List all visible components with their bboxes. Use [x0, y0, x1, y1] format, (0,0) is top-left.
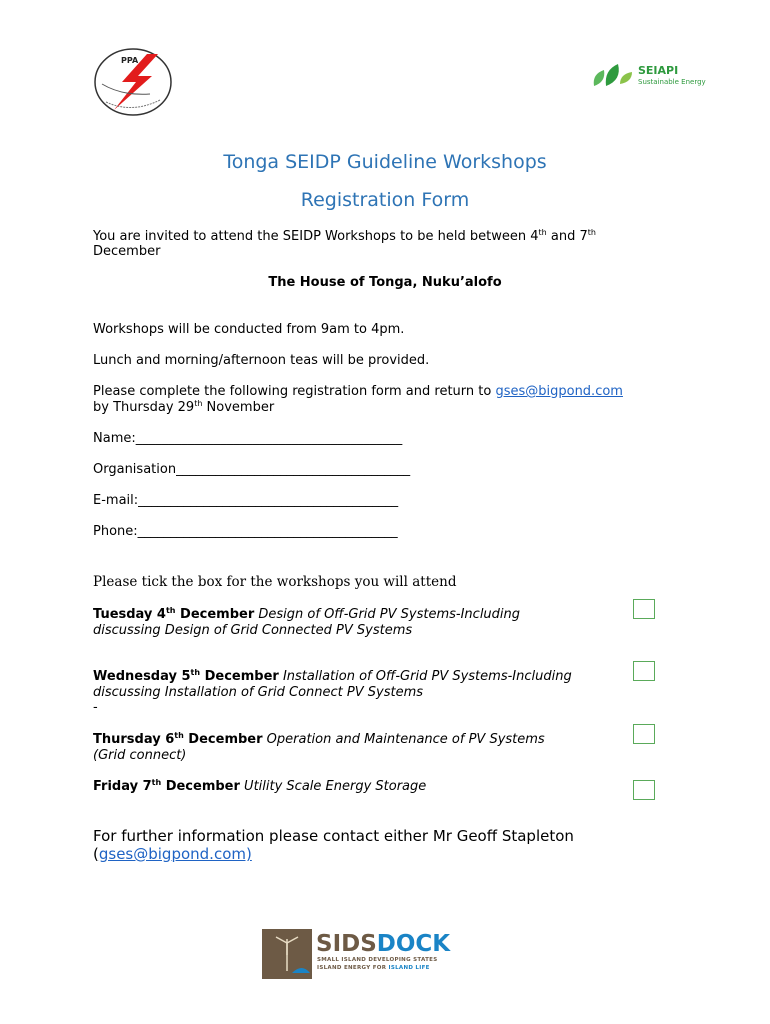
workshop-wednesday-line2: [93, 685, 423, 701]
workshop-thursday-day: Thursday 6: [93, 732, 175, 747]
intro-sup2: th: [587, 228, 596, 237]
page-subtitle: Registration Form: [300, 189, 470, 211]
deadline-text-b: November: [202, 400, 275, 415]
organisation-label: Organisation: [93, 462, 177, 477]
ppa-logo-text: PPA: [121, 56, 139, 65]
intro-text-b: and 7: [546, 229, 588, 244]
sidsdock-wordmark: [316, 931, 450, 957]
intro-line2: December: [93, 244, 161, 259]
workshop-thursday-desc2: (Grid connect): [93, 748, 187, 763]
organisation-line[interactable]: ____________________________________: [176, 462, 411, 477]
seiapi-name: SEIAPI: [638, 64, 679, 77]
workshop-tuesday-line1: [93, 607, 520, 623]
workshop-thursday-sup: th: [174, 731, 184, 740]
intro-line1: [93, 229, 596, 245]
checkbox-friday[interactable]: [633, 780, 655, 800]
workshop-tuesday-month: December: [175, 607, 255, 622]
tick-instruction: Please tick the box for the workshops you will attend: [93, 574, 457, 590]
email-field[interactable]: [93, 493, 398, 509]
name-field[interactable]: [93, 431, 402, 447]
workshop-thursday-month: December: [183, 732, 263, 747]
return-text: Please complete the following registration form and return to: [93, 384, 496, 399]
lunch-info: Lunch and morning/afternoon teas will be provided.: [93, 353, 430, 368]
phone-field[interactable]: [93, 524, 398, 540]
sidsdock-line1: SMALL ISLAND DEVELOPING STATES: [317, 957, 438, 963]
checkbox-wednesday[interactable]: [633, 661, 655, 681]
contact-email-link[interactable]: gses@bigpond.com): [98, 845, 252, 863]
workshop-tuesday-line2: [93, 623, 412, 639]
workshop-tuesday-desc1: Design of Off-Grid PV Systems-Including: [254, 607, 521, 622]
workshop-friday-day: Friday 7: [93, 779, 152, 794]
seiapi-tagline: Sustainable Energy: [638, 78, 706, 86]
workshop-tuesday-desc2: discussing Design of Grid Connected PV Systems: [93, 623, 413, 638]
contact-open-paren: (: [93, 845, 99, 863]
email-line[interactable]: ________________________________________: [138, 493, 399, 508]
workshop-wednesday-line1: [93, 669, 572, 685]
workshop-hours: Workshops will be conducted from 9am to 4pm.: [93, 322, 405, 337]
sidsdock-logo: [262, 929, 451, 979]
contact-line1: For further information please contact either Mr Geoff Stapleton: [93, 827, 574, 845]
venue: The House of Tonga, Nuku’alofo: [268, 275, 502, 290]
workshop-friday-line1: [93, 779, 426, 795]
return-email-link[interactable]: gses@bigpond.com: [495, 384, 623, 399]
sidsdock-line2a: ISLAND ENERGY FOR: [317, 965, 389, 971]
workshop-wednesday-month: December: [200, 669, 279, 684]
intro-sup1: th: [538, 228, 547, 237]
workshop-wednesday-desc2: discussing Installation of Grid Connect PV Systems: [93, 685, 424, 700]
workshop-friday-desc1: Utility Scale Energy Storage: [239, 779, 427, 794]
intro-text-a: You are invited to attend the SEIDP Workshops to be held between 4: [93, 229, 539, 244]
workshop-wednesday-day: Wednesday 5: [93, 669, 191, 684]
name-line[interactable]: _________________________________________: [135, 431, 403, 446]
email-label: E-mail:: [93, 493, 139, 508]
workshop-friday-sup: th: [151, 778, 162, 787]
page-title: Tonga SEIDP Guideline Workshops: [223, 151, 547, 173]
sidsdock-sids: SIDS: [316, 931, 377, 957]
workshop-wednesday-line3: -: [93, 700, 98, 715]
name-label: Name:: [93, 431, 136, 446]
workshop-tuesday-sup: th: [165, 606, 176, 615]
sidsdock-dock: DOCK: [376, 931, 451, 957]
contact-line2: [93, 845, 252, 863]
return-instruction: [93, 384, 623, 400]
workshop-thursday-line2: [93, 748, 186, 764]
workshop-thursday-line1: [93, 732, 545, 748]
checkbox-tuesday[interactable]: [633, 599, 655, 619]
workshop-wednesday-sup: th: [190, 668, 201, 677]
sidsdock-emblem: [262, 929, 312, 979]
ppa-logo: [92, 44, 174, 120]
workshop-thursday-desc1: Operation and Maintenance of PV Systems: [262, 732, 545, 747]
checkbox-thursday[interactable]: [633, 724, 655, 744]
phone-line[interactable]: ________________________________________: [137, 524, 398, 539]
deadline: [93, 400, 274, 416]
workshop-tuesday-day: Tuesday 4: [93, 607, 166, 622]
workshop-friday-month: December: [161, 779, 240, 794]
deadline-text-a: by Thursday 29: [93, 400, 195, 415]
phone-label: Phone:: [93, 524, 138, 539]
workshop-wednesday-desc1: Installation of Off-Grid PV Systems-Including: [278, 669, 572, 684]
organisation-field[interactable]: [93, 462, 410, 478]
sidsdock-line2: [317, 965, 430, 971]
sidsdock-line2b: ISLAND LIFE: [388, 965, 430, 971]
deadline-sup: th: [194, 399, 203, 408]
seiapi-logo: [590, 60, 706, 90]
